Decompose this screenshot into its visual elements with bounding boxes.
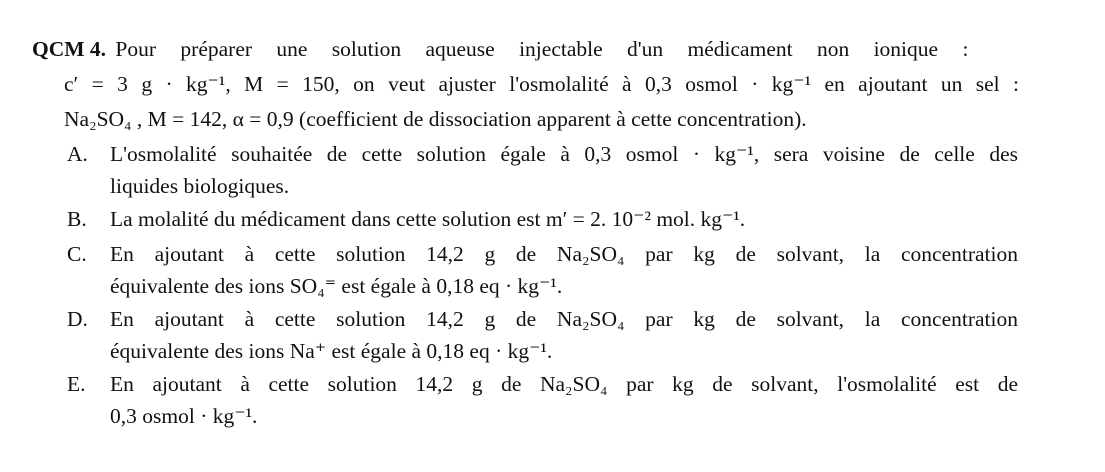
question-intro: Pour préparer une solution aqueuse injectable d'un médicament non ionique : — [115, 37, 969, 61]
option-d-line-1: En ajoutant à cette solution 14,2 g de Na₂SO₄ par kg de solvant, la concentration — [110, 307, 1018, 331]
option-c-line-2: équivalente des ions SO₄⁼ est égale à 0,18 eq · kg⁻¹. — [110, 274, 563, 298]
option-b-line-1: La molalité du médicament dans cette solution est m′ = 2. 10⁻² mol. kg⁻¹. — [110, 207, 746, 231]
option-e-line-2: 0,3 osmol · kg⁻¹. — [110, 404, 258, 428]
option-a-letter: A. — [67, 142, 88, 166]
question-number: QCM 4. — [32, 37, 107, 61]
question-header — [32, 35, 968, 63]
option-a-line-1: L'osmolalité souhaitée de cette solution égale à 0,3 osmol · kg⁻¹, sera voisine de celle des — [110, 142, 1018, 166]
option-d-line-2: équivalente des ions Na⁺ est égale à 0,18 eq · kg⁻¹. — [110, 339, 553, 363]
question-data-salt: Na₂SO₄ , M = 142, α = 0,9 (coefficient de dissociation apparent à cette concentration). — [64, 107, 807, 131]
option-b-letter: B. — [67, 207, 87, 231]
option-d-letter: D. — [67, 307, 88, 331]
option-e-line-1: En ajoutant à cette solution 14,2 g de Na₂SO₄ par kg de solvant, l'osmolalité est de — [110, 372, 1018, 396]
question-data-medicament: c′ = 3 g · kg⁻¹, M = 150, on veut ajuster l'osmolalité à 0,3 osmol · kg⁻¹ en ajoutant un sel : — [64, 72, 1019, 96]
option-a-line-2: liquides biologiques. — [110, 174, 290, 198]
option-c-letter: C. — [67, 242, 87, 266]
option-e-letter: E. — [67, 372, 86, 396]
option-c-line-1: En ajoutant à cette solution 14,2 g de Na₂SO₄ par kg de solvant, la concentration — [110, 242, 1018, 266]
question-line-2 — [64, 70, 1019, 98]
question-line-3 — [64, 105, 807, 133]
